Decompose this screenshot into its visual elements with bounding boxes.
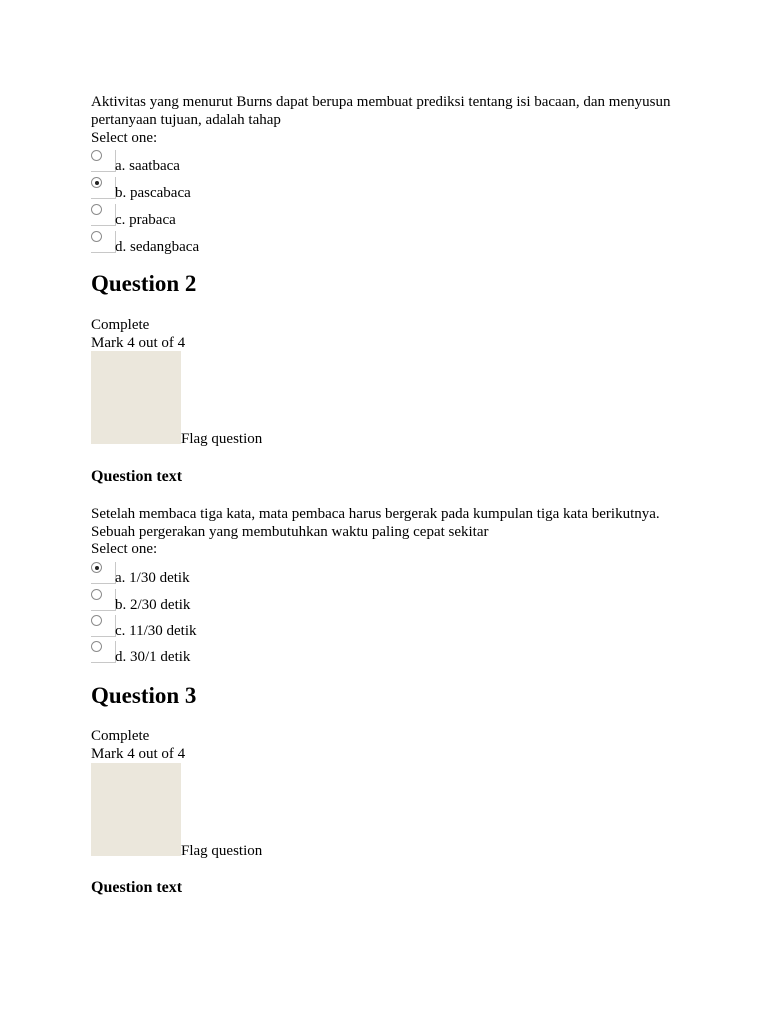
question-2-option-a[interactable] xyxy=(91,562,391,584)
option-label: c. 11/30 detik xyxy=(115,623,197,639)
option-label: c. prabaca xyxy=(115,212,176,228)
question-1-option-b[interactable] xyxy=(91,177,391,199)
option-label: a. 1/30 detik xyxy=(115,570,190,586)
question-2-heading: Question 2 xyxy=(91,271,197,296)
question-2-option-d[interactable] xyxy=(91,641,391,663)
question-1-option-a[interactable] xyxy=(91,150,391,172)
option-label: d. sedangbaca xyxy=(115,239,200,255)
question-2-text-heading: Question text xyxy=(91,468,183,485)
radio-button-selected[interactable] xyxy=(91,177,102,188)
question-1-option-d[interactable] xyxy=(91,231,391,253)
question-3-flag-link[interactable]: Flag question xyxy=(181,843,263,859)
radio-button[interactable] xyxy=(91,231,102,242)
question-2-option-c[interactable] xyxy=(91,615,391,637)
option-label: d. 30/1 detik xyxy=(115,649,191,665)
radio-button[interactable] xyxy=(91,204,102,215)
question-3-text-heading: Question text xyxy=(91,879,183,896)
question-1-option-c[interactable] xyxy=(91,204,391,226)
question-2-option-b[interactable] xyxy=(91,589,391,611)
question-3-status: Complete xyxy=(91,728,150,744)
radio-button[interactable] xyxy=(91,641,102,652)
option-label: b. pascabaca xyxy=(115,185,191,201)
option-label: b. 2/30 detik xyxy=(115,597,191,613)
radio-button[interactable] xyxy=(91,615,102,626)
question-2-flag-link[interactable]: Flag question xyxy=(181,431,263,447)
flag-icon[interactable] xyxy=(91,351,181,444)
question-3-heading: Question 3 xyxy=(91,683,197,708)
option-label: a. saatbaca xyxy=(115,158,180,174)
flag-icon[interactable] xyxy=(91,763,181,856)
question-1-select-prompt: Select one: xyxy=(91,130,158,146)
question-2-text: Setelah membaca tiga kata, mata pembaca harus bergerak pada kumpulan tiga kata berikutnya. Sebuah pergerakan yang membutuhkan waktu paling cepat sekitar xyxy=(91,506,660,540)
question-2-status: Complete xyxy=(91,317,150,333)
radio-button[interactable] xyxy=(91,150,102,161)
question-2-select-prompt: Select one: xyxy=(91,541,158,557)
question-1-text: Aktivitas yang menurut Burns dapat berupa membuat prediksi tentang isi bacaan, dan menyusun pertanyaan tujuan, adalah tahap xyxy=(91,94,671,128)
question-3-mark: Mark 4 out of 4 xyxy=(91,746,186,762)
radio-button[interactable] xyxy=(91,589,102,600)
question-2-mark: Mark 4 out of 4 xyxy=(91,335,186,351)
radio-button-selected[interactable] xyxy=(91,562,102,573)
